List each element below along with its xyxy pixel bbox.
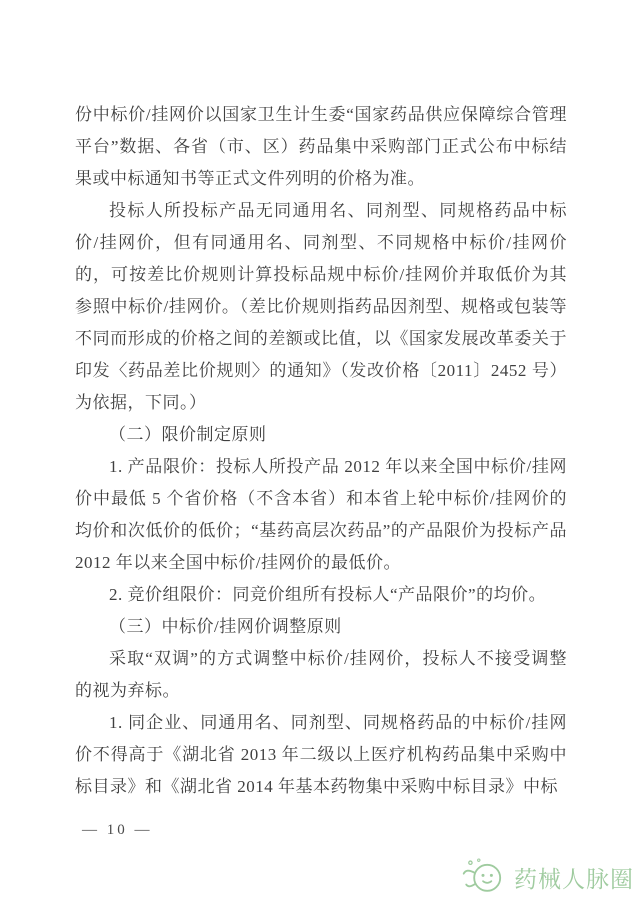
paragraph-same-enterprise-rule: 1. 同企业、同通用名、同剂型、同规格药品的中标价/挂网价不得高于《湖北省 2013 年二级以上医疗机构药品集中采购中标目录》和《湖北省 2014 年基本药物集中采购中标目录》中标 xyxy=(75,713,567,796)
paragraph-product-price-limit: 1. 产品限价：投标人所投产品 2012 年以来全国中标价/挂网价中最低 5 个省价格（不含本省）和本省上轮中标价/挂网价的均价和次低价的低价；“基药高层次药品”的产品限价为投标产品 2012 年以来全国中标价/挂网价的最低价。 xyxy=(75,457,567,572)
paragraph-price-basis-continuation: 份中标价/挂网价以国家卫生计生委“国家药品供应保障综合管理平台”数据、各省（市、区）药品集中采购部门正式公布中标结果或中标通知书等正式文件列明的价格为准。 xyxy=(75,105,567,188)
page-number: — 10 — xyxy=(82,822,153,838)
document-body xyxy=(75,99,567,803)
section-heading-price-limit-principle: （二）限价制定原则 xyxy=(109,425,267,444)
watermark xyxy=(457,856,634,898)
paragraph-reference-price-rule: 投标人所投标产品无同通用名、同剂型、同规格药品中标价/挂网价，但有同通用名、同剂型、不同规格中标价/挂网价的，可按差比价规则计算投标品规中标价/挂网价并取低价为其参照中标价/挂网价。（差比价规则指药品因剂型、规格或包装等不同而形成的价格之间的差额或比值，以《国家发展改革委关于印发〈药品差比价规则〉的通知》（发改价格〔2011〕2452 号）为依据，下同。） xyxy=(75,201,567,412)
mascot-face-icon xyxy=(457,856,509,898)
watermark-text: 药械人脉圈 xyxy=(514,865,634,892)
section-heading-price-adjustment-principle: （三）中标价/挂网价调整原则 xyxy=(109,617,342,636)
paragraph-double-adjustment: 采取“双调”的方式调整中标价/挂网价，投标人不接受调整的视为弃标。 xyxy=(75,649,567,700)
paragraph-bidding-group-price-limit: 2. 竞价组限价：同竞价组所有投标人“产品限价”的均价。 xyxy=(109,585,547,604)
